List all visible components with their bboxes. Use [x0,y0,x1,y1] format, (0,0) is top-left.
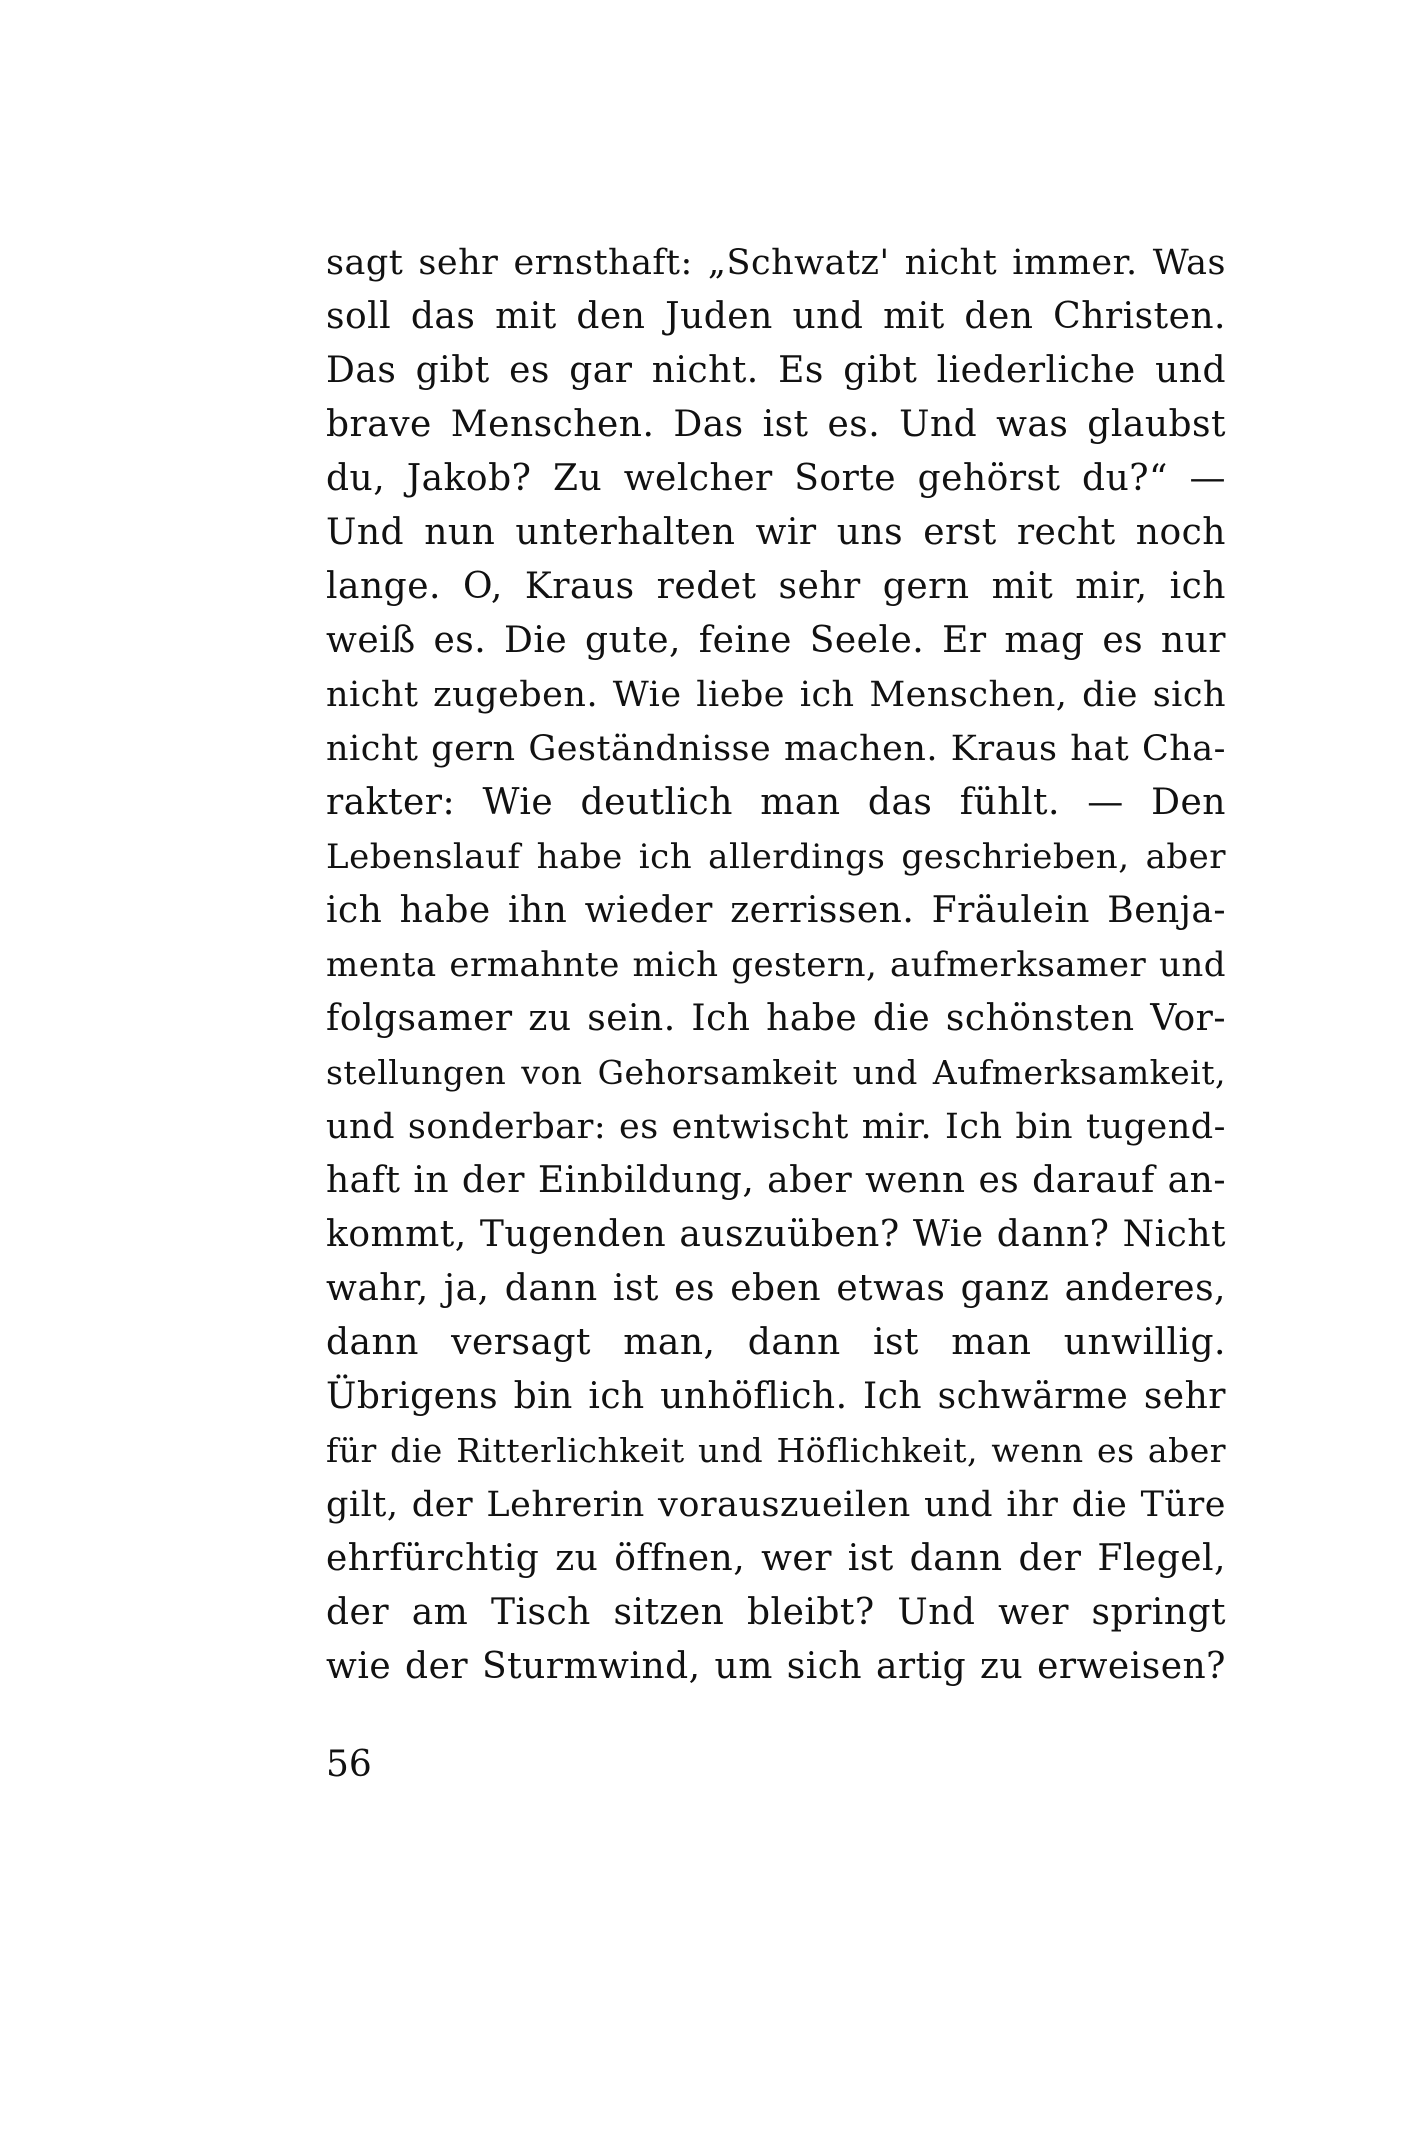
text-line: wahr, ja, dann ist es eben etwas ganz anderes, [326,1268,1226,1309]
text-line: Lebenslauf habe ich allerdings geschrieben, aber [326,837,1226,877]
text-line: gilt, der Lehrerin vorauszueilen und ihr die Türe [326,1485,1226,1525]
text-line: ehrfürchtig zu öffnen, wer ist dann der Flegel, [326,1538,1226,1579]
page-number: 56 [326,1744,372,1785]
text-line: dann versagt man, dann ist man unwillig. [326,1322,1226,1363]
text-line: menta ermahnte mich gestern, aufmerksamer und [326,945,1226,985]
body-text [326,236,1226,1694]
text-line: weiß es. Die gute, feine Seele. Er mag es nur [326,620,1226,661]
text-line: Das gibt es gar nicht. Es gibt liederliche und [326,350,1226,391]
text-line: haft in der Einbildung, aber wenn es darauf an- [326,1160,1226,1201]
text-line: wie der Sturmwind, um sich artig zu erweisen? [326,1646,1226,1687]
text-line: für die Ritterlichkeit und Höflichkeit, wenn es aber [326,1431,1226,1470]
text-line: Übrigens bin ich unhöflich. Ich schwärme sehr [326,1376,1226,1417]
text-line: nicht zugeben. Wie liebe ich Menschen, die sich [326,675,1226,715]
text-line: und sonderbar: es entwischt mir. Ich bin tugend- [326,1107,1226,1147]
text-line: du, Jakob? Zu welcher Sorte gehörst du?“ — [326,458,1226,499]
text-line: rakter: Wie deutlich man das fühlt. — Den [326,782,1226,823]
text-line: soll das mit den Juden und mit den Christen. [326,296,1226,337]
text-line: lange. O, Kraus redet sehr gern mit mir, ich [326,566,1226,607]
text-line: kommt, Tugenden auszuüben? Wie dann? Nicht [326,1214,1226,1255]
text-line: Und nun unterhalten wir uns erst recht noch [326,512,1226,553]
text-line: folgsamer zu sein. Ich habe die schönsten Vor- [326,998,1226,1039]
text-line: der am Tisch sitzen bleibt? Und wer springt [326,1592,1226,1633]
text-line: nicht gern Geständnisse machen. Kraus hat Cha- [326,729,1226,769]
text-line: stellungen von Gehorsamkeit und Aufmerksamkeit, [326,1053,1226,1092]
text-line: brave Menschen. Das ist es. Und was glaubst [326,404,1226,445]
text-line: ich habe ihn wieder zerrissen. Fräulein Benja- [326,890,1226,931]
text-line: sagt sehr ernsthaft: „Schwatz' nicht immer. Was [326,243,1226,283]
